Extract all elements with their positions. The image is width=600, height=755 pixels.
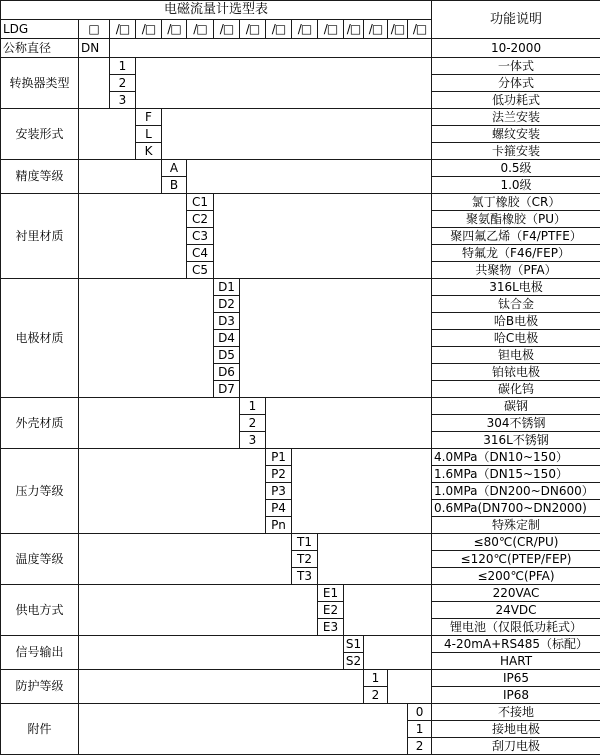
description-cell: ≤200℃(PFA)	[432, 568, 600, 585]
model-code-slot: /□	[266, 20, 292, 39]
category-label: 公称直径	[1, 39, 79, 58]
code-cell: D6	[214, 364, 240, 381]
code-cell: K	[136, 143, 162, 160]
code-cell: 2	[408, 738, 432, 755]
model-code-slot: /□	[408, 20, 432, 39]
description-cell: 4.0MPa（DN10~150）	[432, 449, 600, 466]
empty-cell	[79, 449, 266, 534]
code-cell: D7	[214, 381, 240, 398]
description-cell: 碳化钨	[432, 381, 600, 398]
model-code-slot: /□	[187, 20, 214, 39]
category-label: 电极材质	[1, 279, 79, 398]
description-cell: IP65	[432, 670, 600, 687]
code-cell: D2	[214, 296, 240, 313]
code-cell: D1	[214, 279, 240, 296]
description-cell: 10-2000	[432, 39, 600, 58]
code-cell: A	[162, 160, 187, 177]
description-cell: 法兰安装	[432, 109, 600, 126]
empty-cell	[79, 534, 292, 585]
description-cell: 哈C电极	[432, 330, 600, 347]
code-cell: E1	[318, 585, 344, 602]
code-cell: C1	[187, 194, 214, 211]
code-cell: L	[136, 126, 162, 143]
description-cell: 特氟龙（F46/FEP）	[432, 245, 600, 262]
empty-cell	[79, 194, 187, 279]
model-code-slot: /□	[388, 20, 408, 39]
category-label: 压力等级	[1, 449, 79, 534]
description-cell: 刮刀电极	[432, 738, 600, 755]
category-label: 安装形式	[1, 109, 79, 160]
description-cell: 0.6MPa(DN700~DN2000)	[432, 500, 600, 517]
code-cell: 1	[364, 670, 388, 687]
empty-cell	[136, 58, 432, 109]
model-code-box: □	[79, 20, 110, 39]
description-cell: 一体式	[432, 58, 600, 75]
empty-cell	[79, 279, 214, 398]
empty-cell	[79, 636, 344, 670]
empty-cell	[388, 670, 432, 704]
code-cell: 1	[408, 721, 432, 738]
description-cell: 哈B电极	[432, 313, 600, 330]
empty-cell	[79, 160, 162, 194]
code-cell: 1	[240, 398, 266, 415]
description-cell: 碳钢	[432, 398, 600, 415]
code-cell: 3	[240, 432, 266, 449]
description-cell: 1.0级	[432, 177, 600, 194]
description-cell: 共聚物（PFA）	[432, 262, 600, 279]
description-cell: 304不锈钢	[432, 415, 600, 432]
empty-cell	[187, 160, 432, 194]
category-label: 温度等级	[1, 534, 79, 585]
description-cell: 24VDC	[432, 602, 600, 619]
code-cell: D4	[214, 330, 240, 347]
model-code-slot: /□	[344, 20, 364, 39]
model-code-slot: /□	[240, 20, 266, 39]
empty-cell	[292, 449, 432, 534]
description-cell: 1.0MPa（DN200~DN600）	[432, 483, 600, 500]
category-label: 精度等级	[1, 160, 79, 194]
empty-cell	[110, 39, 432, 58]
description-cell: IP68	[432, 687, 600, 704]
table-title: 电磁流量计选型表	[1, 1, 432, 20]
empty-cell	[79, 704, 408, 755]
code-cell: 2	[364, 687, 388, 704]
description-cell: 1.6MPa（DN15~150）	[432, 466, 600, 483]
category-label: 衬里材质	[1, 194, 79, 279]
description-cell: 钽电极	[432, 347, 600, 364]
description-cell: 低功耗式	[432, 92, 600, 109]
empty-cell	[344, 585, 432, 636]
description-cell: 316L电极	[432, 279, 600, 296]
category-label: 附件	[1, 704, 79, 755]
code-cell: C3	[187, 228, 214, 245]
description-cell: 锂电池（仅限低功耗式）	[432, 619, 600, 636]
code-cell: P2	[266, 466, 292, 483]
model-code-prefix: LDG	[1, 20, 79, 39]
code-cell: P1	[266, 449, 292, 466]
code-cell: P3	[266, 483, 292, 500]
description-cell: 螺纹安装	[432, 126, 600, 143]
description-cell: 220VAC	[432, 585, 600, 602]
code-cell: F	[136, 109, 162, 126]
model-code-slot: /□	[110, 20, 136, 39]
code-cell: Pn	[266, 517, 292, 534]
description-cell: 聚氨酯橡胶（PU）	[432, 211, 600, 228]
description-cell: 316L不锈钢	[432, 432, 600, 449]
empty-cell	[79, 398, 240, 449]
description-cell: ≤120℃(PTEP/FEP)	[432, 551, 600, 568]
description-cell: ≤80℃(CR/PU)	[432, 534, 600, 551]
code-cell: C4	[187, 245, 214, 262]
empty-cell	[162, 109, 432, 160]
empty-cell	[79, 109, 136, 160]
empty-cell	[266, 398, 432, 449]
empty-cell	[79, 58, 110, 109]
empty-cell	[214, 194, 432, 279]
description-cell: 氯丁橡胶（CR）	[432, 194, 600, 211]
description-cell: 聚四氟乙烯（F4/PTFE）	[432, 228, 600, 245]
code-cell: B	[162, 177, 187, 194]
category-label: 防护等级	[1, 670, 79, 704]
code-cell: 1	[110, 58, 136, 75]
code-cell: 2	[240, 415, 266, 432]
model-code-slot: /□	[318, 20, 344, 39]
empty-cell	[318, 534, 432, 585]
model-code-slot: /□	[162, 20, 187, 39]
code-cell: T2	[292, 551, 318, 568]
description-cell: HART	[432, 653, 600, 670]
description-cell: 4-20mA+RS485（标配）	[432, 636, 600, 653]
code-cell: E3	[318, 619, 344, 636]
code-cell: S2	[344, 653, 364, 670]
category-label: 转换器类型	[1, 58, 79, 109]
description-cell: 钛合金	[432, 296, 600, 313]
code-cell: T1	[292, 534, 318, 551]
code-cell: DN	[79, 39, 110, 58]
description-cell: 铂铱电极	[432, 364, 600, 381]
model-code-slot: /□	[214, 20, 240, 39]
code-cell: D5	[214, 347, 240, 364]
category-label: 信号输出	[1, 636, 79, 670]
code-cell: E2	[318, 602, 344, 619]
code-cell: S1	[344, 636, 364, 653]
function-column-header: 功能说明	[432, 1, 600, 39]
description-cell: 特殊定制	[432, 517, 600, 534]
model-code-slot: /□	[292, 20, 318, 39]
description-cell: 卡箍安装	[432, 143, 600, 160]
code-cell: 2	[110, 75, 136, 92]
category-label: 外壳材质	[1, 398, 79, 449]
code-cell: P4	[266, 500, 292, 517]
code-cell: D3	[214, 313, 240, 330]
description-cell: 不接地	[432, 704, 600, 721]
code-cell: 3	[110, 92, 136, 109]
description-cell: 0.5级	[432, 160, 600, 177]
description-cell: 接地电极	[432, 721, 600, 738]
code-cell: C5	[187, 262, 214, 279]
code-cell: T3	[292, 568, 318, 585]
code-cell: 0	[408, 704, 432, 721]
empty-cell	[79, 670, 364, 704]
category-label: 供电方式	[1, 585, 79, 636]
empty-cell	[364, 636, 432, 670]
model-code-slot: /□	[136, 20, 162, 39]
empty-cell	[79, 585, 318, 636]
code-cell: C2	[187, 211, 214, 228]
empty-cell	[240, 279, 432, 398]
description-cell: 分体式	[432, 75, 600, 92]
model-code-slot: /□	[364, 20, 388, 39]
